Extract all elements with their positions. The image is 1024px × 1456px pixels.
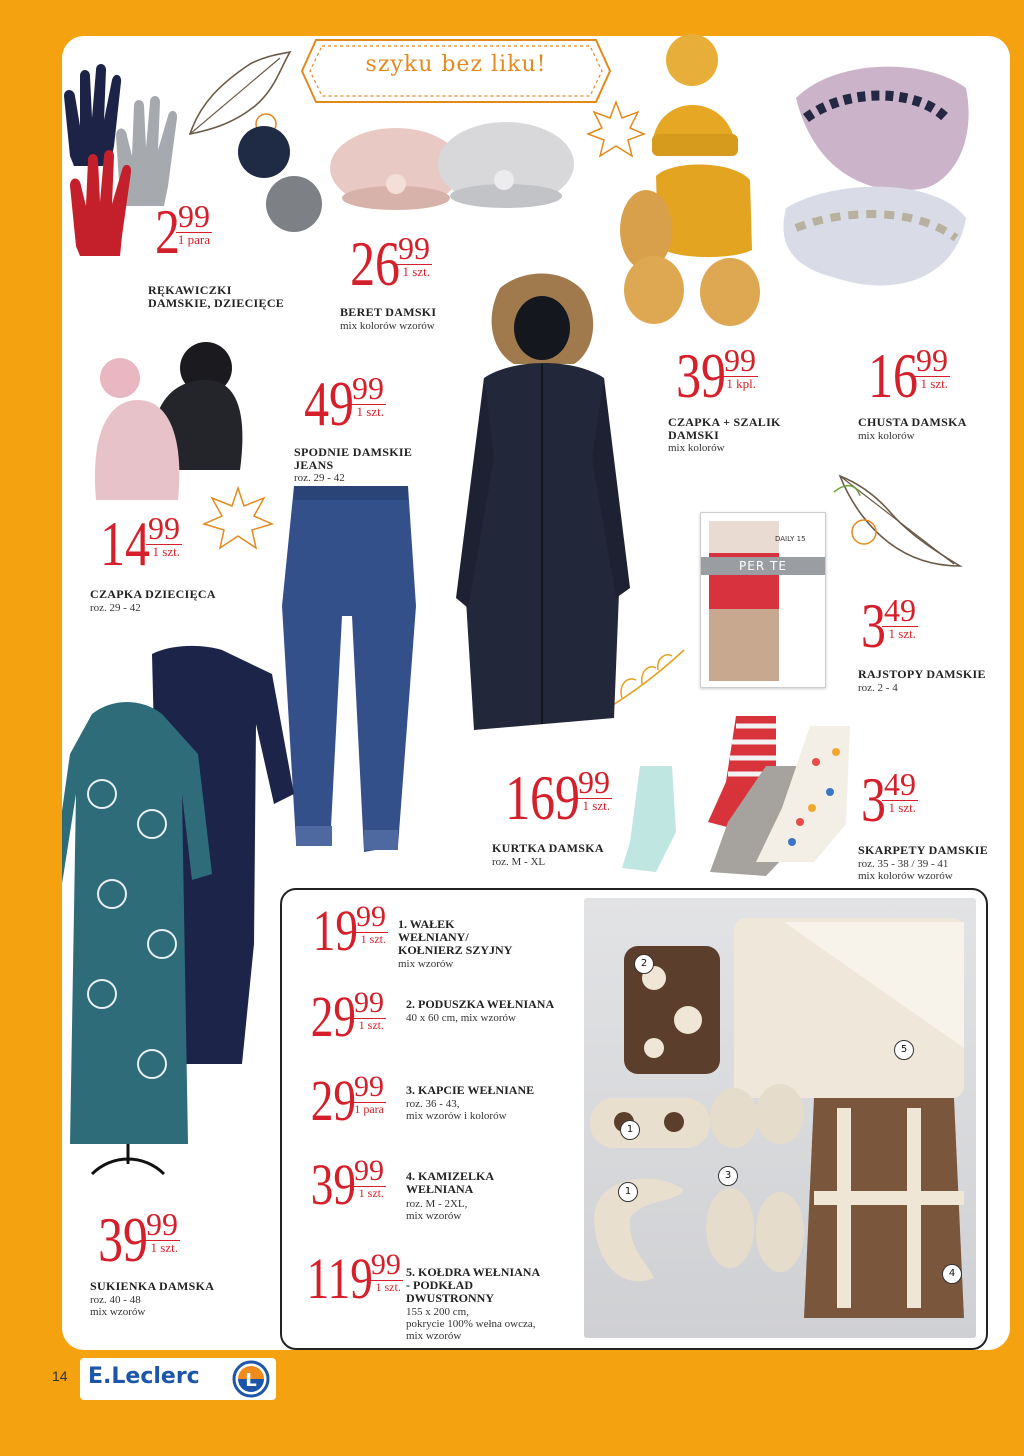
desc-hat-scarf: mix kolorów: [668, 442, 725, 454]
shawl-image: [776, 58, 976, 308]
price-kids-hat: 14 99 1 szt.: [100, 508, 180, 579]
wool-badge: 5: [894, 1040, 914, 1060]
name-wool-1: 1. WAŁEK WEŁNIANY/ KOŁNIERZ SZYJNY: [398, 917, 513, 957]
name-socks: SKARPETY DAMSKIE: [858, 843, 989, 857]
price-hat-scarf: 39 99 1 kpl.: [676, 340, 756, 411]
name-kids-hat: CZAPKA DZIECIĘCA: [90, 587, 216, 601]
wool-badge: 1: [620, 1120, 640, 1140]
tights-pack-brand: PER TE: [701, 557, 825, 575]
price-wool-5: 119 99 1 szt.: [306, 1246, 401, 1311]
name-wool-3: 3. KAPCIE WEŁNIANE: [406, 1083, 535, 1097]
name-shawl: CHUSTA DAMSKA: [858, 415, 967, 429]
dress-image: [62, 644, 302, 1184]
oak-leaf-icon: [830, 466, 970, 586]
title-banner: [300, 38, 612, 104]
desc-wool-2: 40 x 60 cm, mix wzorów: [406, 1012, 516, 1024]
price-wool-1: 19 99 1 szt.: [312, 898, 386, 963]
wool-badge: 2: [634, 954, 654, 974]
price-socks: 3 49 1 szt.: [861, 764, 916, 835]
page-number: 14: [52, 1368, 68, 1384]
name-jeans: SPODNIE DAMSKIE JEANS: [294, 445, 413, 472]
desc-jeans: roz. 29 - 42: [294, 472, 345, 484]
price-tights: 3 49 1 szt.: [861, 590, 916, 661]
price-wool-3: 29 99 1 para: [310, 1068, 384, 1133]
desc-tights: roz. 2 - 4: [858, 682, 898, 694]
leclerc-logo: [80, 1358, 276, 1400]
tights-pack-daily: DAILY: [775, 535, 795, 543]
name-gloves: RĘKAWICZKI DAMSKIE, DZIECIĘCE: [148, 283, 285, 310]
desc-wool-4: roz. M - 2XL, mix wzorów: [406, 1198, 468, 1222]
hat-scarf-image: [612, 30, 782, 330]
jeans-image: [282, 486, 416, 866]
name-dress: SUKIENKA DAMSKA: [90, 1279, 215, 1293]
desc-wool-3: roz. 36 - 43, mix wzorów i kolorów: [406, 1098, 507, 1122]
wool-badge: 4: [942, 1264, 962, 1284]
price-jacket: 169 99 1 szt.: [505, 762, 610, 833]
wool-badge: 3: [718, 1166, 738, 1186]
desc-kids-hat: roz. 29 - 42: [90, 602, 141, 614]
name-tights: RAJSTOPY DAMSKIE: [858, 667, 986, 681]
price-jeans: 49 99 1 szt.: [304, 368, 384, 439]
name-beret: BERET DAMSKI: [340, 305, 437, 319]
kids-hat-image: [86, 330, 246, 510]
desc-beret: mix kolorów wzorów: [340, 320, 435, 332]
desc-socks: roz. 35 - 38 / 39 - 41 mix kolorów wzorów: [858, 858, 953, 882]
tights-pack-image: [700, 512, 826, 688]
desc-dress: roz. 40 - 48 mix wzorów: [90, 1294, 146, 1318]
name-wool-4: 4. KAMIZELKA WEŁNIANA: [406, 1169, 495, 1196]
jacket-image: [444, 268, 634, 738]
desc-wool-1: mix wzorów: [398, 958, 454, 970]
brand-name: E.Leclerc: [88, 1364, 200, 1389]
name-wool-2: 2. PODUSZKA WEŁNIANA: [406, 997, 555, 1011]
price-shawl: 16 99 1 szt.: [868, 340, 948, 411]
socks-image: [616, 712, 866, 882]
tights-model: [709, 521, 779, 681]
price-wool-2: 29 99 1 szt.: [310, 984, 384, 1049]
wool-badge: 1: [618, 1182, 638, 1202]
page-title: szyku bez liku!: [365, 52, 547, 77]
name-jacket: KURTKA DAMSKA: [492, 841, 604, 855]
desc-wool-5: 155 x 200 cm, pokrycie 100% wełna owcza, mix wzorów: [406, 1306, 536, 1342]
price-gloves: 2 99 1 para: [155, 196, 210, 267]
leclerc-logo-icon: [232, 1360, 270, 1398]
tights-pack-number: 15: [796, 535, 806, 543]
price-dress: 39 99 1 szt.: [98, 1204, 178, 1275]
price-wool-4: 39 99 1 szt.: [310, 1152, 384, 1217]
svg-text:L: L: [245, 1370, 257, 1391]
desc-jacket: roz. M - XL: [492, 856, 546, 868]
name-hat-scarf: CZAPKA + SZALIK DAMSKI: [668, 415, 781, 442]
price-beret: 26 99 1 szt.: [350, 228, 430, 299]
beret-image: [236, 104, 586, 234]
desc-shawl: mix kolorów: [858, 430, 915, 442]
name-wool-5: 5. KOŁDRA WEŁNIANA - PODKŁAD DWUSTRONNY: [406, 1265, 541, 1305]
